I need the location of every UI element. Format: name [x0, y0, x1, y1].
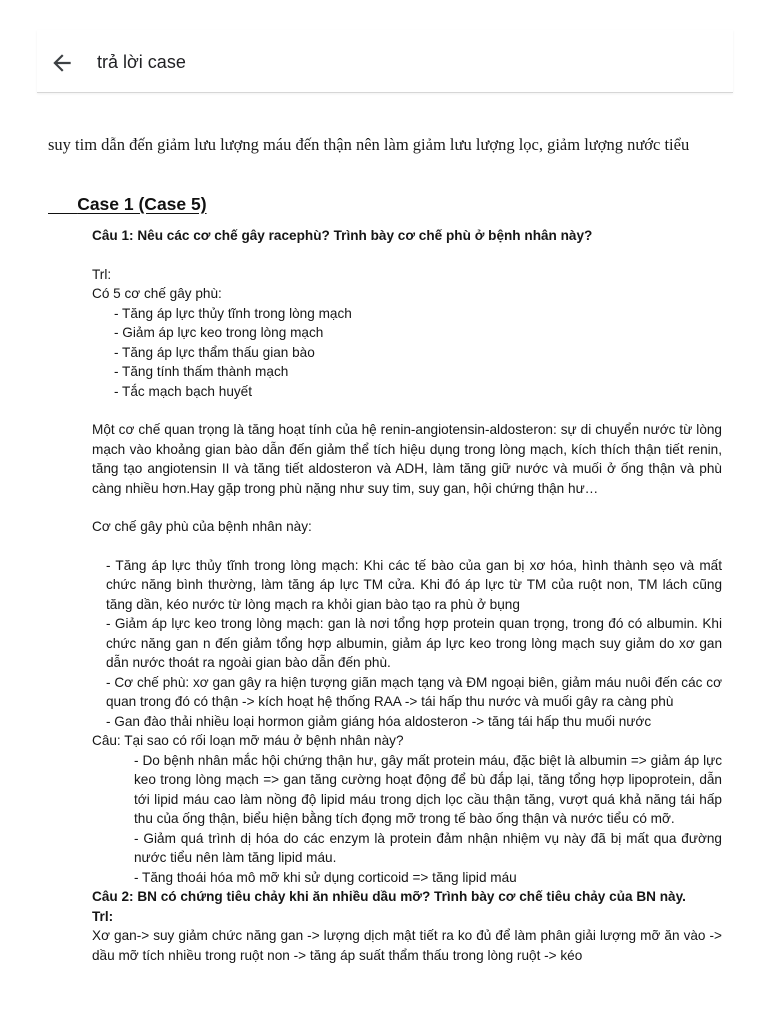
question-1: Câu 1: Nêu các cơ chế gây racephù? Trình bày cơ chế phù ở bệnh nhân này?	[92, 228, 593, 243]
raas-paragraph: Một cơ chế quan trọng là tăng hoạt tính của hệ renin-angiotensin-aldosteron: sự di chuyển nước từ lòng mạch vào khoảng gian bào dẫn đến giảm thể tích hiệu dụng trong lòng mạch, kích thích thận tiết renin, tăng tạo angiotensin II và tăng tiết aldosteron và ADH, làm tăng giữ nước và muối ở ống thận và phù càng nhiều hơn.Hay gặp trong phù nặng như suy tim, suy gan, hội chứng thận hư…	[92, 422, 722, 496]
patient-heading: Cơ chế gây phù của bệnh nhân này:	[92, 519, 312, 534]
lipid-answers	[92, 751, 722, 888]
question-2: Câu 2: BN có chứng tiêu chảy khi ăn nhiều dầu mỡ? Trình bày cơ chế tiêu chảy của BN này.	[92, 889, 686, 904]
list-item: - Tăng áp lực thủy tĩnh trong lòng mạch: Khi các tế bào của gan bị xơ hóa, hình thành sẹo và mất chức năng bình thường, làm tăng áp lực TM cửa. Khi đó áp lực từ TM của ruột non, TM lách cũng tăng dần, kéo nước từ lòng mạch ra khỏi gian bào tạo ra phù ở bụng	[106, 557, 722, 612]
case-title-text: Case 1 (Case 5)	[77, 194, 207, 214]
mechanism-list	[92, 304, 722, 402]
intro-paragraph: suy tim dẫn đến giảm lưu lượng máu đến thận nên làm giảm lưu lượng lọc, giảm lượng nước tiểu	[48, 135, 690, 154]
list-item: - Giảm quá trình dị hóa do các enzym là protein đảm nhận nhiệm vụ này đã bị mất qua đường nước tiểu nên làm tăng lipid máu.	[134, 830, 722, 865]
document-body	[92, 226, 722, 965]
list-item: - Tăng áp lực thẩm thấu gian bào	[114, 344, 315, 360]
page-title: trả lời case	[97, 52, 186, 72]
question-lipid: Câu: Tại sao có rối loạn mỡ máu ở bệnh nhân này?	[92, 733, 404, 748]
list-item: - Cơ chế phù: xơ gan gây ra hiện tượng giãn mạch tạng và ĐM ngoại biên, giảm máu nuôi đến các cơ quan trong đó có thận -> kích hoạt hệ thống RAA -> tái hấp thu nước và muối gây ra càng phù	[106, 674, 722, 709]
list-item: - Gan đào thải nhiều loại hormon giảm giáng hóa aldosteron -> tăng tái hấp thu muối nước	[106, 713, 652, 729]
list-item: - Tắc mạch bạch huyết	[114, 383, 253, 399]
mechanisms-intro: Có 5 cơ chế gây phù:	[92, 286, 222, 301]
list-item: - Giảm áp lực keo trong lòng mạch: gan là nơi tổng hợp protein quan trọng, trong đó có albumin. Khi chức năng gan n đến giảm tổng hợp albumin, giảm áp lực keo trong lòng mạch suy giảm do xơ gan dẫn nước thoát ra ngoài gian bào dẫn đến phù.	[106, 616, 722, 670]
answer-label-1: Trl:	[92, 266, 112, 282]
patient-mechanisms	[92, 556, 722, 732]
list-item: - Tăng áp lực thủy tĩnh trong lòng mạch	[114, 305, 352, 321]
list-item: - Tăng thoái hóa mô mỡ khi sử dụng corticoid => tăng lipid máu	[134, 869, 517, 885]
list-item: - Do bệnh nhân mắc hội chứng thận hư, gây mất protein máu, đặc biệt là albumin => giảm áp lực keo trong lòng mạch => gan tăng cường hoạt động để bù đắp lại, tăng tổng hợp lipoprotein, dẫn tới lipid máu cao làm nồng độ lipid máu trong dịch lọc cầu thận tăng, vượt quá khả năng tái hấp thu của ống thận, biểu hiện bằng tích đọng mỡ trong tế bào ống thận và nước tiểu có mỡ.	[134, 752, 722, 826]
case-heading	[48, 194, 207, 215]
answer-2: Xơ gan-> suy giảm chức năng gan -> lượng dịch mật tiết ra ko đủ để làm phân giải lượng mỡ ăn vào -> dầu mỡ tích nhiều trong ruột non -> tăng áp suất thẩm thấu trong lòng ruột -> kéo	[92, 928, 722, 963]
answer-label-2: Trl:	[92, 908, 114, 924]
list-item: - Giảm áp lực keo trong lòng mạch	[114, 325, 324, 340]
list-item: - Tăng tính thấm thành mạch	[114, 364, 289, 379]
